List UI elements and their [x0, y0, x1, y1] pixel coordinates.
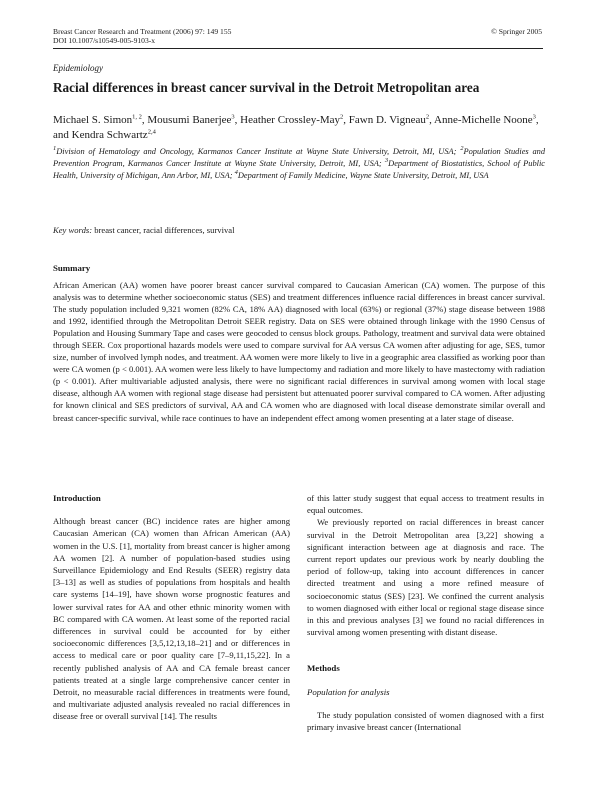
summary-heading: Summary	[53, 263, 91, 273]
affiliation-text: Division of Hematology and Oncology, Karmanos Cancer Institute at Wayne State University, Detroit, MI, USA;	[56, 147, 457, 156]
author-name: Heather Crossley-May	[240, 114, 341, 126]
affiliation-number: 2	[460, 145, 464, 153]
author-affiliation-mark: 2	[340, 113, 344, 121]
author-list: Michael S. Simon$^{1, 2}$, Mousumi Banerjee$^3$, Heather Crossley-May$^2$, Fawn D. Vigneau$^2$, Anne-Michelle Noone$^3$, and Kendra Schwartz$^{2,4}$	[53, 113, 539, 141]
affiliation-number: 4	[234, 169, 238, 177]
affiliation-number: 3	[384, 157, 389, 165]
author-affiliation-mark: 3	[532, 113, 536, 121]
affiliation-text: Department of Family Medicine, Wayne State University, Detroit, MI, USA	[237, 171, 489, 180]
methods-paragraph-1: The study population consisted of women diagnosed with a first primary invasive breast cancer (International	[307, 709, 544, 733]
summary-text: African American (AA) women have poorer breast cancer survival compared to Caucasian American (CA) women. The purpose of this analysis was to determine whether socioeconomic status (SES) and treatment differences influence racial differences in breast cancer survival. The study population included 9,321 women (82% CA, 18% AA) diagnosed with local (63%) or regional (37%) stage disease between 1988 and 1992, identified through the Metropolitan Detroit SEER registry. Data on SES were obtained through linkage with the 1990 Census of Population and Housing Summary Tape and cases were geocoded to census block groups. Pathology, treatment and survival data were obtained through SEER. Cox proportional hazards models were used to compare survival for AA versus CA women after adjusting for age, SES, tumor size, number of involved lymph nodes, and treatment. AA women were more likely to live in a geographic area classified as working poor than were CA women (p < 0.001). AA women were less likely to have lumpectomy and radiation and more likely to have mastectomy with radiation (p < 0.001). After multivariable adjusted analysis, there were no significant racial differences in survival among women with local stage disease, although AA women with regional stage disease had persistent but attenuated poorer survival compared to CA women. After adjusting for known clinical and SES predictors of survival, AA and CA women who are diagnosed with local disease demonstrate similar overall and breast cancer-specific survival, while race continues to have an independent effect among women presenting at a later stage of disease.	[53, 280, 545, 423]
affiliation-list	[53, 146, 545, 182]
journal-citation: Breast Cancer Research and Treatment (2006) 97: 149 155	[53, 27, 232, 36]
left-column	[53, 492, 290, 723]
keywords-text: breast cancer, racial differences, survival	[94, 225, 235, 235]
author-affiliation-mark: 1, 2	[132, 113, 142, 121]
right-column	[307, 492, 544, 733]
keywords	[53, 225, 235, 235]
publisher-notice: © Springer 2005	[491, 27, 542, 36]
author-name: Fawn D. Vigneau	[348, 114, 426, 126]
header-rule	[53, 48, 543, 49]
paper-title: Racial differences in breast cancer survival in the Detroit Metropolitan area	[53, 80, 480, 95]
methods-heading: Methods	[307, 663, 340, 674]
author-name: Anne-Michelle Noone	[434, 114, 533, 126]
author-affiliation-mark: 3	[231, 113, 235, 121]
introduction-paragraph-1-continued: of this latter study suggest that equal access to treatment results in equal outcomes.	[307, 493, 544, 516]
introduction-paragraph-1: Although breast cancer (BC) incidence rates are higher among Caucasian American (CA) women than African American (AA) women in the U.S. [1], mortality from breast cancer is higher among AA women [2]. A number of population-based studies using Surveillance Epidemiology and End Results (SEER) registry data [3–13] as well as studies of populations from hospitals and health care systems [14–19], have shown worse prognostic features and lower survival rates for AA and other ethnic minority women with BC compared with CA women. At least some of the reported racial differences in survival could be accounted for by either socioeconomic differences [3,5,12,13,18–21] and or differences in access to medical care or poor quality care [7–9,11,15,22]. In a recently published analysis of AA and CA female breast cancer patients treated at a single large comprehensive cancer center in Detroit, no measurable racial differences in treatments were found, and multivariate adjusted analysis revealed no racial differences in disease free or overall survival [14]. The results	[53, 516, 290, 722]
author-name: Mousumi Banerjee	[147, 114, 232, 126]
introduction-heading: Introduction	[53, 493, 101, 503]
keywords-label: Key words:	[53, 225, 93, 235]
methods-subheading: Population for analysis	[307, 686, 390, 697]
author-name: Michael S. Simon	[53, 114, 133, 126]
affiliation-number: 1	[53, 145, 57, 153]
introduction-paragraph-2: We previously reported on racial differences in breast cancer survival in the Detroit Metropolitan area [3,22] showing a significant interaction between age at diagnosis and race. The current report updates our previous work by nearly doubling the period of follow-up, taking into account differences in cancer directed treatment and using a more refined measure of socioeconomic status (SES) [23]. We confined the current analysis to women diagnosed with either local or regional stage disease since in this and previous analyses [3] we found no racial differences in survival among women presenting with distant disease.	[307, 517, 544, 638]
running-header	[53, 27, 231, 45]
author-affiliation-mark: 2	[425, 113, 430, 121]
author-name: Kendra Schwartz	[71, 129, 148, 141]
affiliation-text: Population Studies and Prevention Program, Karmanos Cancer Institute at Wayne State University, Detroit, MI, USA;	[53, 147, 546, 168]
affiliation-text: Department of Biostatistics, School of Public Health, University of Michigan, Ann Arbor, MI, USA;	[53, 159, 546, 180]
doi: DOI 10.1007/s10549-005-9103-x	[53, 36, 156, 45]
section-label: Epidemiology	[53, 63, 103, 73]
author-affiliation-mark: 2,4	[147, 128, 156, 136]
